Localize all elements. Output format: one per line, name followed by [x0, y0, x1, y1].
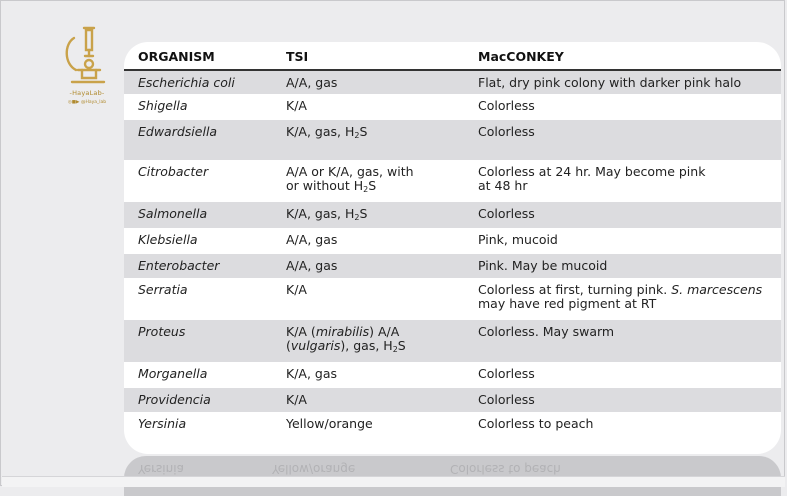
- biochem-results-table: [124, 42, 781, 440]
- table-row: [124, 228, 781, 254]
- macconkey-cell: Pink. May be mucoid: [464, 254, 781, 278]
- organism-cell: Serratia: [138, 282, 188, 297]
- tsi-cell: K/A: [272, 388, 464, 412]
- logo-name: -HayaLab-: [69, 89, 105, 97]
- macconkey-cell: Colorless. May swarm: [464, 320, 781, 362]
- table-header-row: [124, 42, 781, 70]
- tsi-cell: K/A, gas, $H_2S$: [272, 120, 464, 160]
- organism-cell: Morganella: [138, 366, 208, 381]
- macconkey-cell: Colorless at first, turning pink. S. marcescens may have red pigment at RT: [478, 282, 763, 311]
- tsi-cell: A/A or K/A, gas, with or without $H_2S$: [286, 164, 414, 194]
- youtube-icon: ▶: [76, 100, 80, 105]
- table-row: [124, 202, 781, 228]
- microscope-icon: [56, 24, 118, 88]
- organism-cell: Yersinia: [138, 416, 187, 431]
- macconkey-cell: Colorless: [464, 120, 781, 160]
- macconkey-cell: Colorless: [478, 98, 535, 113]
- macconkey-cell: Colorless: [464, 202, 781, 228]
- table-row: [124, 278, 781, 320]
- table-row: [124, 320, 781, 362]
- macconkey-cell: Colorless: [464, 388, 781, 412]
- tsi-cell: A/A, gas: [272, 70, 464, 94]
- macconkey-cell: Colorless to peach: [478, 416, 594, 431]
- macconkey-cell: Flat, dry pink colony with darker pink halo: [464, 70, 781, 94]
- table-row: [124, 70, 781, 94]
- tsi-cell: K/A, gas, $H_2S$: [272, 202, 464, 228]
- organism-cell: Shigella: [138, 98, 188, 113]
- organism-cell: Klebsiella: [138, 232, 198, 247]
- organism-cell: Citrobacter: [138, 164, 209, 179]
- tsi-cell: K/A: [286, 282, 307, 297]
- macconkey-cell: Colorless at 24 hr. May become pink at 48 hr: [478, 164, 706, 193]
- reflection-organism: Yersinia: [138, 462, 184, 476]
- table-row: [124, 160, 781, 202]
- tsi-cell: A/A, gas: [286, 232, 338, 247]
- table-row: [124, 362, 781, 388]
- reflection-macconkey: Colorless to peach: [450, 462, 561, 476]
- header-tsi: TSI: [272, 42, 464, 70]
- table-row: [124, 412, 781, 440]
- header-macconkey: MacCONKEY: [464, 42, 781, 70]
- organism-cell: Salmonella: [124, 202, 272, 228]
- tsi-cell: A/A, gas: [272, 254, 464, 278]
- macconkey-cell: Colorless: [478, 366, 535, 381]
- instagram-icon: ◎: [67, 100, 72, 105]
- organism-cell: Enterobacter: [124, 254, 272, 278]
- tsi-cell: K/A (mirabilis) A/A (vulgaris), gas, $H_2S$: [272, 320, 464, 362]
- header-organism: ORGANISM: [124, 42, 272, 70]
- table-row: [124, 388, 781, 412]
- tsi-cell: K/A: [286, 98, 307, 113]
- logo-social-handle: ◎■▶ @Haya_lab: [67, 100, 107, 105]
- organism-cell: Edwardsiella: [124, 120, 272, 160]
- table-row: [124, 94, 781, 120]
- macconkey-cell: Pink, mucoid: [478, 232, 558, 247]
- tsi-cell: Yellow/orange: [286, 416, 373, 431]
- results-table-card: [124, 42, 781, 454]
- table-row: [124, 254, 781, 278]
- bottom-bar: [2, 476, 785, 487]
- organism-cell: Providencia: [124, 388, 272, 412]
- organism-cell: Proteus: [124, 320, 272, 362]
- tsi-cell: K/A, gas: [286, 366, 338, 381]
- snapchat-icon: ■: [71, 100, 77, 105]
- table-row: [124, 120, 781, 160]
- hayalab-logo: [56, 24, 118, 114]
- reflection-tsi: Yellow/orange: [272, 462, 356, 476]
- organism-cell: Escherichia coli: [124, 70, 272, 94]
